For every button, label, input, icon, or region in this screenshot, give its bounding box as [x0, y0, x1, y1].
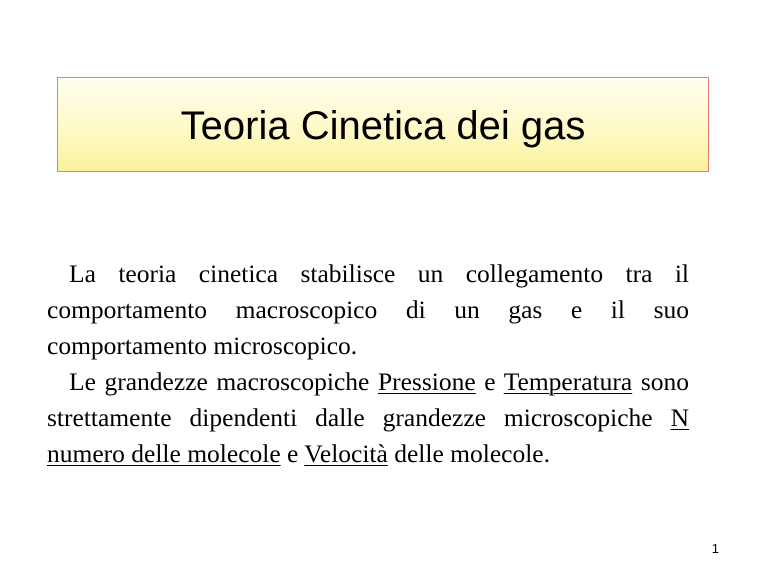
- term-temperatura: Temperatura: [503, 367, 633, 396]
- text-segment: delle molecole.: [387, 439, 550, 468]
- term-velocita: Velocità: [304, 439, 388, 468]
- slide-title: Teoria Cinetica dei gas: [180, 103, 586, 148]
- paragraph-quantities: [47, 364, 689, 472]
- text-segment: e: [280, 439, 305, 468]
- text-segment: sono strettamente dipendenti dalle grandezze microscopiche: [47, 367, 689, 432]
- text-segment: e: [475, 367, 504, 396]
- text-segment: Le grandezze macroscopiche: [69, 367, 378, 396]
- paragraph-intro: La teoria cinetica stabilisce un collegamento tra il comportamento macroscopico di un gas e il suo comportamento microscopico.: [47, 259, 689, 360]
- page-number: 1: [711, 541, 719, 556]
- term-numero-molecole: N numero delle molecole: [47, 403, 689, 468]
- title-box: [57, 77, 709, 172]
- term-pressione: Pressione: [377, 367, 476, 396]
